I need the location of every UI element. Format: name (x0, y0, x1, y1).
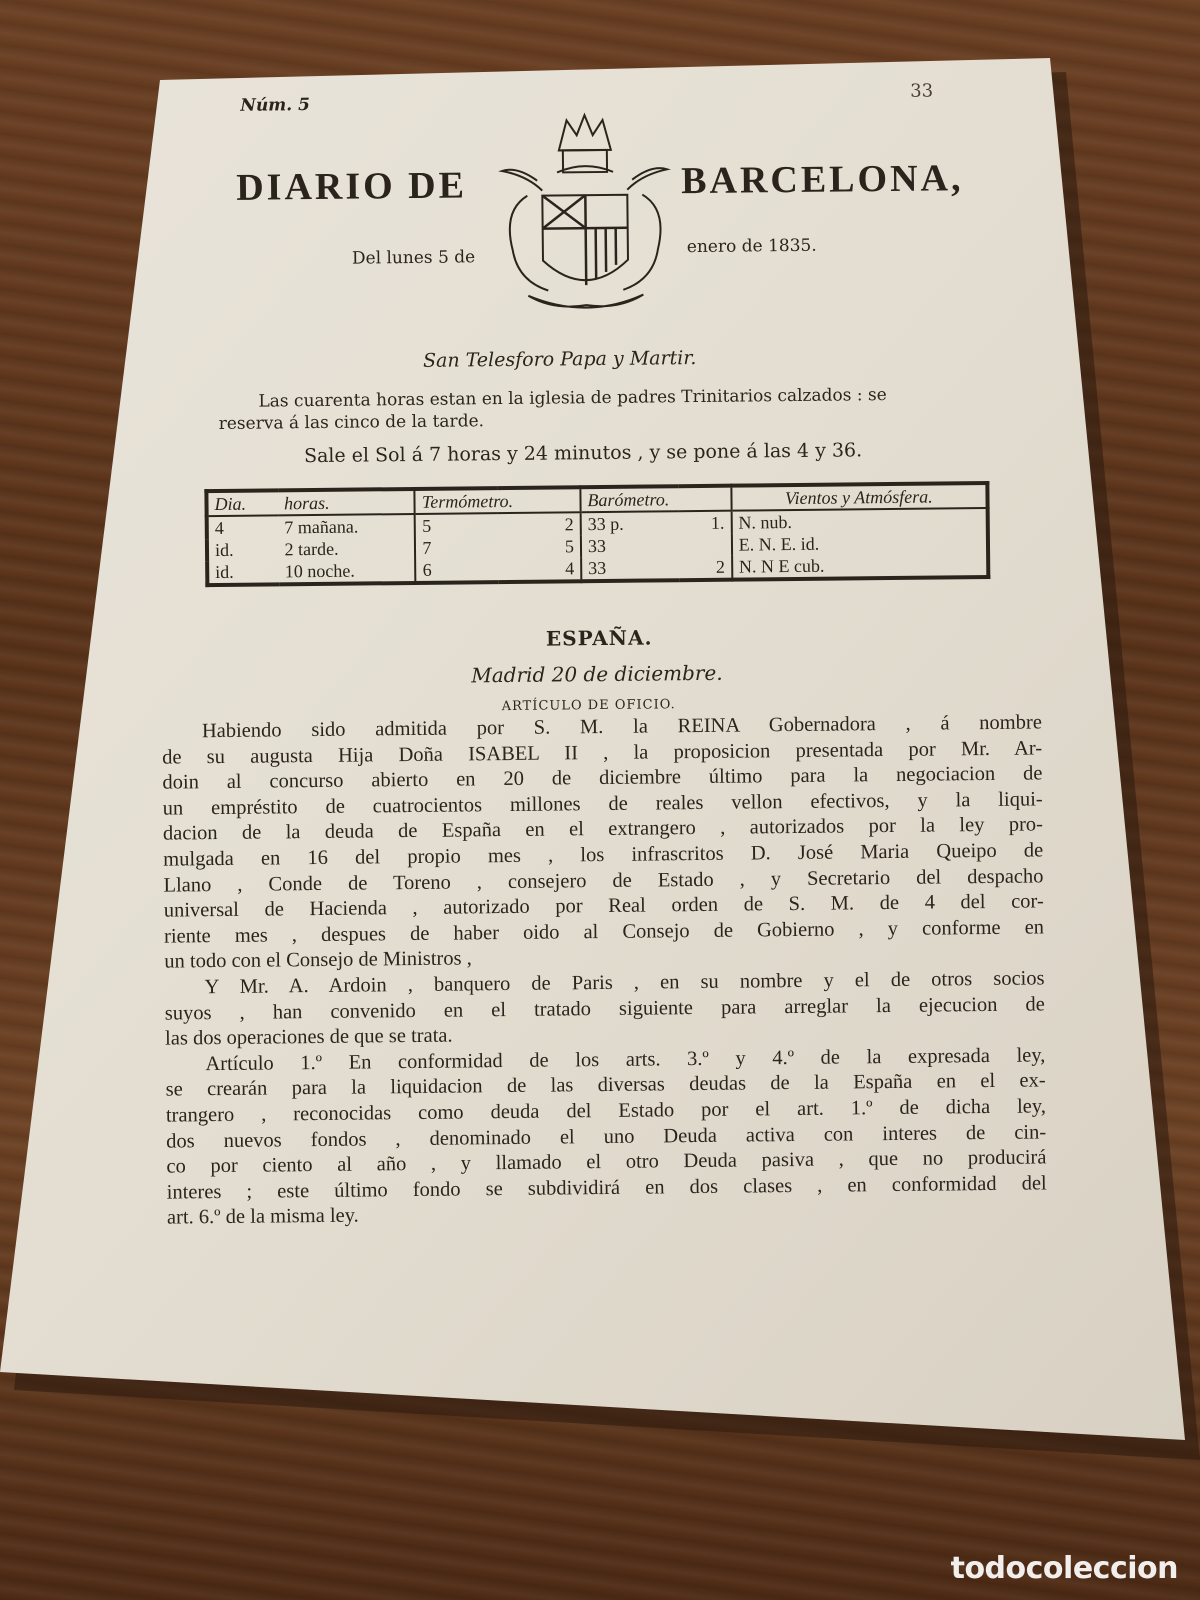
body-line: universal de Hacienda , autorizado por Real orden de S. M. de 4 del cor- (163, 890, 1044, 922)
saint-of-the-day: San Telesforo Papa y Martir. (422, 347, 697, 372)
cell-v: E. N. E. id. (732, 531, 989, 556)
col-vientos: Vientos y Atmósfera. (731, 483, 988, 511)
sunrise-sunset: Sale el Sol á 7 horas y 24 minutos , y se pone á las 4 y 36. (303, 439, 863, 468)
date-left: Del lunes 5 de (351, 247, 476, 269)
cell-t2: 4 (565, 557, 575, 578)
cell-v: N. nub. (731, 508, 988, 534)
body-line: riente mes , despues de haber oido al Consejo de Gobierno , y conforme en (163, 916, 1045, 948)
cell-b1: 33 p. (581, 511, 679, 535)
body-line: las dos operaciones de que se trata. (165, 1024, 453, 1050)
cell-dia: 4 (207, 515, 279, 539)
body-line: Artículo 1.º En conformidad de los arts. 3.º y 4.º de la expresada ley, (205, 1044, 1046, 1075)
cell-t2: 5 (564, 535, 575, 556)
cell-hora: 7 mañana. (284, 516, 359, 537)
page-content (120, 65, 1094, 1435)
cell-b1: 33 (581, 556, 679, 581)
col-barometro: Barómetro. (580, 486, 731, 513)
col-horas: horas. (278, 489, 415, 515)
body-line: dacion de la deuda de España en el extrangero , autorizados por la ley pro- (162, 813, 1044, 845)
body-line: Y Mr. A. Ardoin , banquero de Paris , en su nombre y el de otros socios (204, 967, 1045, 999)
cell-hora: 10 noche. (284, 560, 355, 581)
cell-dia: id. (207, 560, 279, 585)
cell-b1: 33 (581, 534, 679, 557)
body-line: trangero , reconocidas como deuda del Estado por el art. 1.º de dicha ley, (165, 1095, 1046, 1127)
col-dia: Dia. (206, 490, 278, 516)
weather-table (204, 481, 990, 587)
body-line: se crearán para la liquidacion de las diversas deudas de la España en el ex- (165, 1069, 1046, 1101)
article-label: ARTÍCULO DE OFICIO. (501, 697, 676, 715)
masthead-title-left: DIARIO DE (235, 164, 468, 209)
cell-t1: 6 (416, 558, 499, 583)
issue-number: Núm. 5 (240, 95, 311, 116)
body-line: mulgada en 16 del propio mes , los infrascritos D. José Maria Queipo de (163, 839, 1044, 871)
body-line: art. 6.º de la misma ley. (166, 1204, 359, 1229)
body-line: doin al concurso abierto en 20 de diciembre último para la negociacion de (162, 762, 1043, 794)
cell-t1: 7 (415, 536, 498, 559)
notice-paragraph (218, 383, 988, 435)
cell-b2: 2 (715, 556, 726, 577)
body-line: suyos , han convenido en el tratado siguiente para arreglar la ejecucion de (164, 992, 1045, 1025)
masthead-title-right: BARCELONA, (680, 157, 964, 203)
cell-t2: 2 (564, 513, 574, 534)
cell-hora: 2 tarde. (284, 538, 339, 559)
notice-line-1: Las cuarenta horas estan en la iglesia de padres Trinitarios calzados : se (258, 385, 887, 412)
body-line: interes ; este último fondo se subdividirá en dos clases , en conformidad del (166, 1172, 1047, 1204)
page-number: 33 (910, 80, 934, 102)
cell-b2: 1. (710, 512, 725, 533)
coat-of-arms-icon (496, 109, 673, 326)
cell-dia: id. (207, 538, 279, 561)
notice-line-2: reserva á las cinco de la tarde. (218, 411, 485, 435)
body-line: dos nuevos fondos , denominado el uno Deuda activa con interes de cin- (166, 1120, 1047, 1153)
body-line: de su augusta Hija Doña ISABEL II , la proposicion presentada por Mr. Ar- (162, 737, 1043, 769)
cell-t1: 5 (415, 513, 498, 537)
body-line: un todo con el Consejo de Ministros , (164, 947, 472, 973)
date-right: enero de 1835. (686, 235, 817, 258)
col-termometro: Termómetro. (415, 487, 581, 514)
dateline: Madrid 20 de diciembre. (471, 660, 723, 688)
body-line: co por ciento al año , y llamado el otro Deuda pasiva , que no producirá (166, 1146, 1047, 1178)
body-line: Habiendo sido admitida por S. M. la REINA Gobernadora , á nombre (201, 711, 1042, 743)
body-line: un empréstito de cuatrocientos millones de reales vellon efectivos, y la liqui- (162, 788, 1043, 820)
article-body (162, 710, 1047, 1231)
body-line: Llano , Conde de Toreno , consejero de Estado , y Secretario del despacho (163, 864, 1044, 897)
cell-b2 (679, 534, 732, 557)
cell-v: N. N E cub. (732, 553, 989, 580)
watermark-logo: todocoleccion (950, 1551, 1178, 1586)
section-heading: ESPAÑA. (545, 625, 653, 651)
